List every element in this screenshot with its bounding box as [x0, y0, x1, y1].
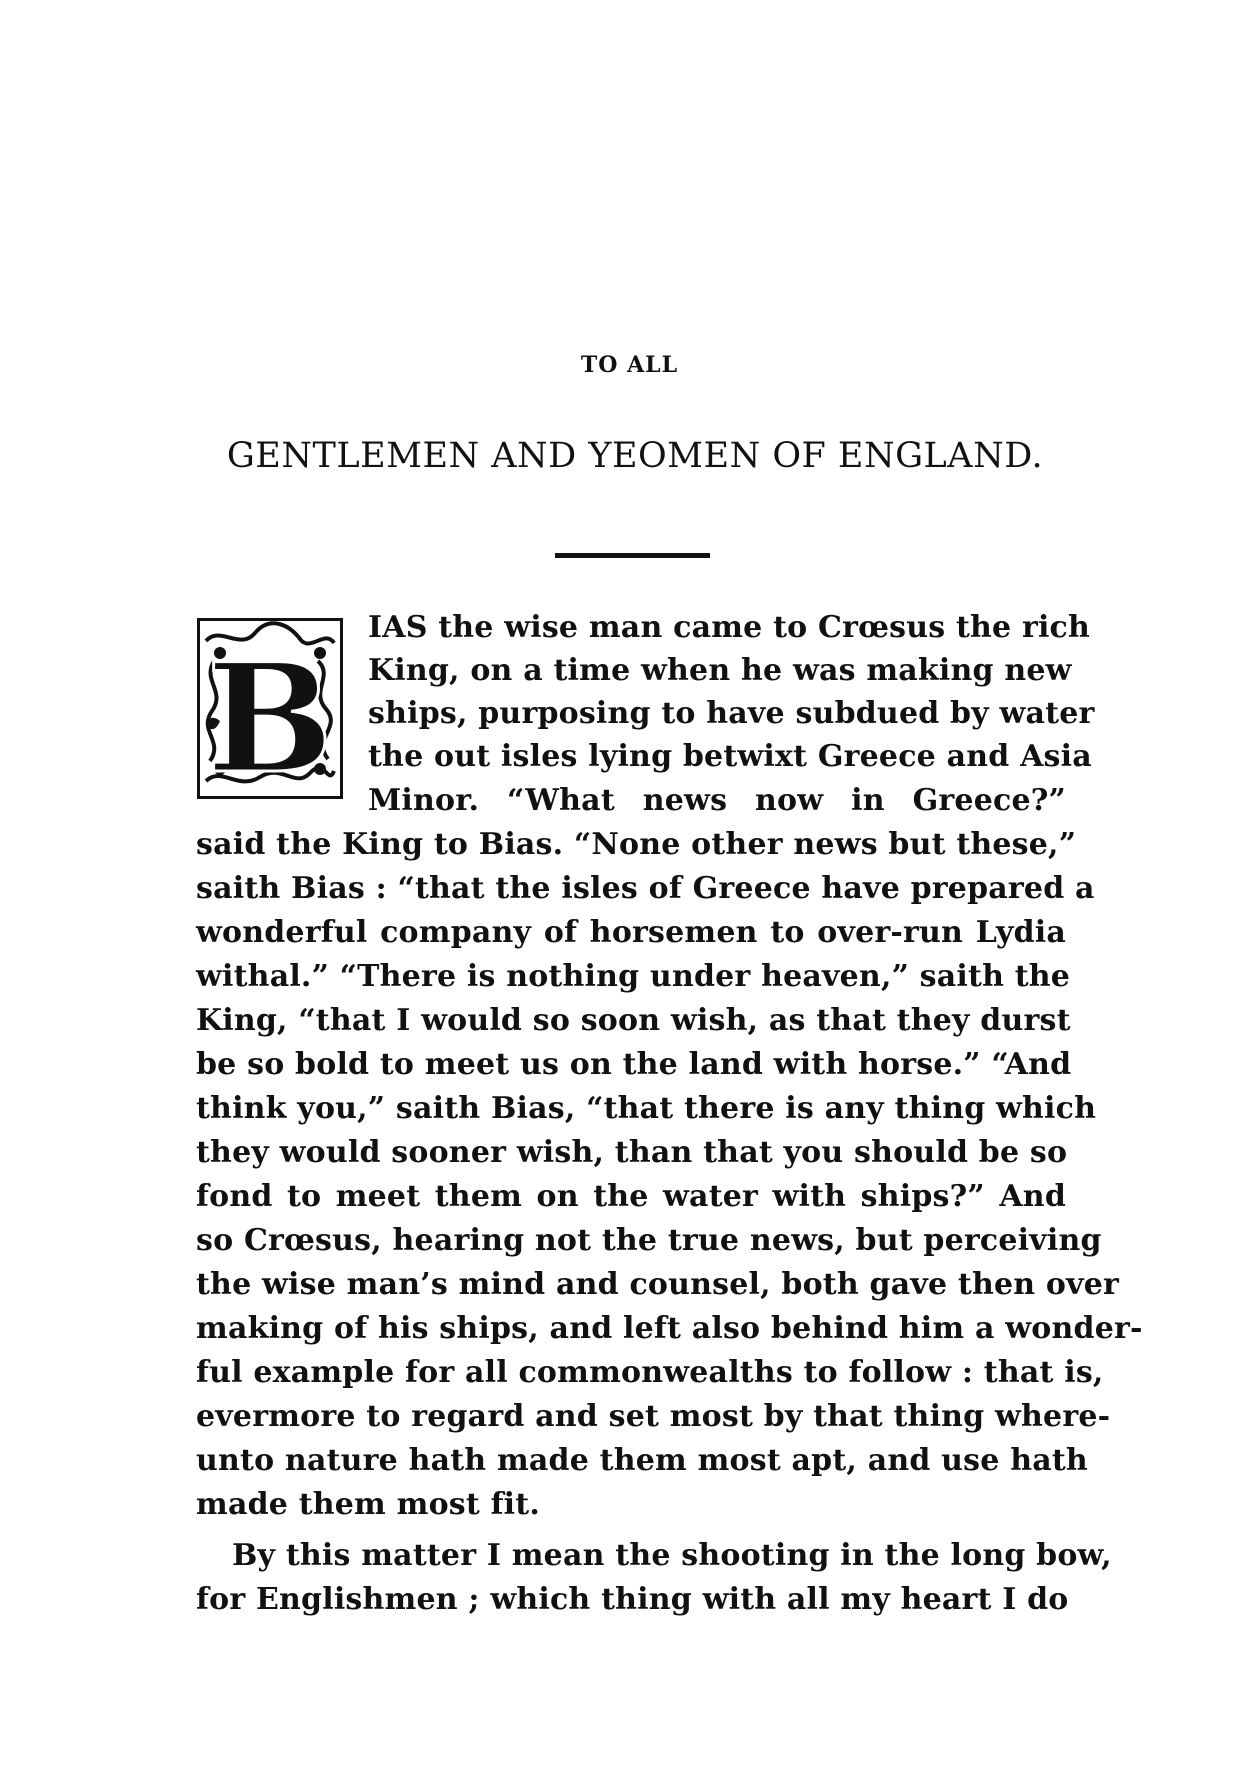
text-line: the out isles lying betwixt Greece and Asia [368, 739, 1092, 774]
text-line: evermore to regard and set most by that thing where- [196, 1399, 1111, 1434]
text-line: ful example for all commonwealths to follow : that is, [196, 1355, 1104, 1390]
title-rule [555, 553, 710, 558]
text-line: the wise man’s mind and counsel, both gave then over [196, 1267, 1120, 1302]
text-line: be so bold to meet us on the land with horse.” “And [196, 1047, 1072, 1082]
text-line: so Crœsus, hearing not the true news, but perceiving [196, 1223, 1102, 1258]
text-line: unto nature hath made them most apt, and use hath [196, 1443, 1088, 1478]
text-line: they would sooner wish, than that you should be so [196, 1135, 1068, 1170]
text-line: withal.” “There is nothing under heaven,” saith the [196, 959, 1071, 994]
text-line: wonderful company of horsemen to over-run Lydia [196, 915, 1066, 950]
text-line: saith Bias : “that the isles of Greece have prepared a [196, 871, 1095, 906]
text-line: for Englishmen ; which thing with all my heart I do [196, 1582, 1069, 1617]
text-line: Minor. “What news now in Greece?” [368, 783, 1066, 818]
text-line: King, “that I would so soon wish, as that they durst [196, 1003, 1071, 1038]
ornamental-dropcap [197, 618, 343, 799]
text-line: ships, purposing to have subdued by water [368, 696, 1095, 731]
text-line: King, on a time when he was making new [368, 653, 1072, 688]
page-title: GENTLEMEN AND YEOMEN OF ENGLAND. [226, 436, 1044, 476]
text-line: By this matter I mean the shooting in the long bow, [232, 1538, 1112, 1573]
dropcap-ornament-icon [200, 621, 340, 796]
text-line: making of his ships, and left also behind him a wonder- [196, 1311, 1143, 1346]
text-line: made them most fit. [196, 1487, 540, 1522]
text-line: IAS the wise man came to Crœsus the rich [368, 610, 1091, 645]
text-line: fond to meet them on the water with ships?” And [196, 1179, 1066, 1214]
dropcap-letter: B [206, 631, 334, 796]
text-line: think you,” saith Bias, “that there is any thing which [196, 1091, 1097, 1126]
text-line: said the King to Bias. “None other news but these,” [196, 827, 1077, 862]
dedication-heading: TO ALL [580, 352, 679, 378]
